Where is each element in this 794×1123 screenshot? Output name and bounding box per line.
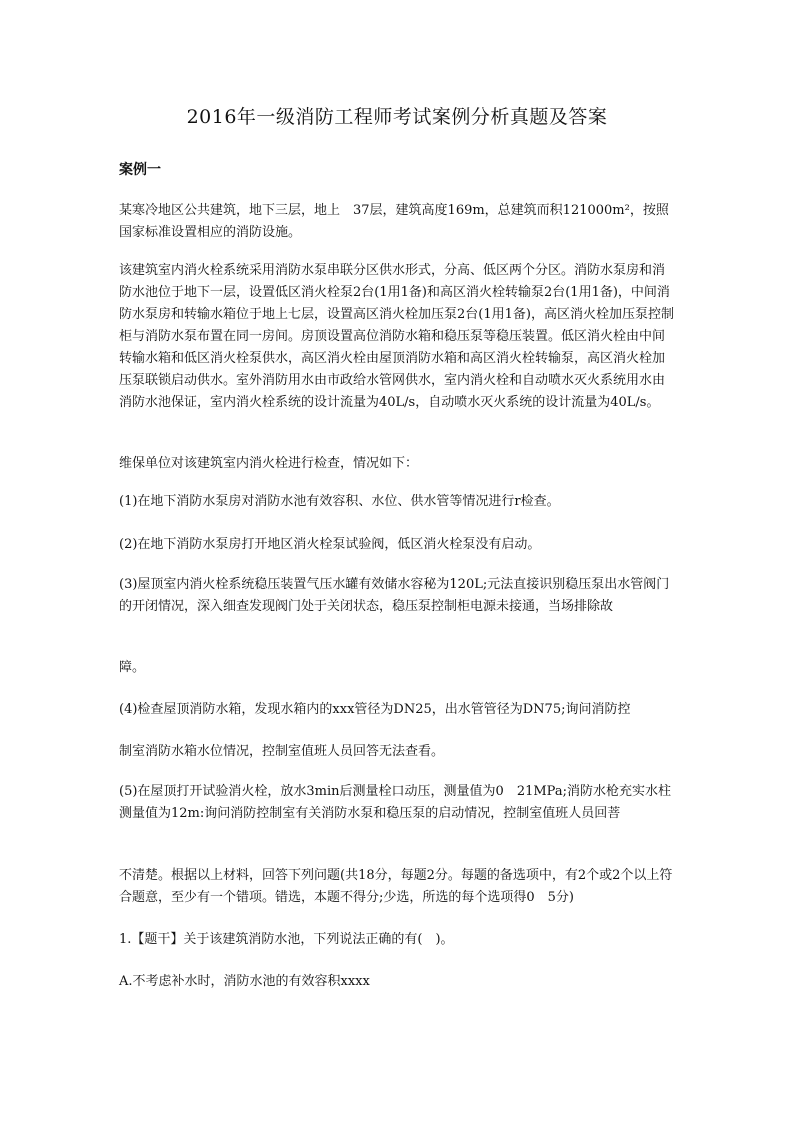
paragraph-inspection-intro: 维保单位对该建筑室内消火栓进行检查，情况如下： [119,456,419,471]
paragraph-item-5: (5)在屋顶打开试验消火栓，放水3min后测量栓口动压，测量值为0 21MPa;消防水枪充实水柱测量值为12m:询问消防控制室有关消防水泵和稳压泵的启动情况，控制室值班人员回菩 [119,784,671,821]
document-title: 2016年一级消防工程师考试案例分析真题及答案 [186,106,608,128]
paragraph-item-4: (4)检查屋顶消防水箱，发现水箱内的xxx管径为DN25，出水管管径为DN75;询问消防控 [119,702,631,717]
paragraph-item-3-cont: 障。 [119,660,146,675]
question-1-option-a: A.不考虑补水时，消防水池的有效容积xxxx [119,974,370,989]
paragraph-question-instructions: 不清楚。根据以上材料，回答下列问题(共18分，每题2分。每题的备选项中，有2个或2个以上符合题意，至少有一个错项。错选，本题不得分;少选，所选的每个选项得0 5分) [119,868,673,905]
question-1-stem: 1.【题干】关于该建筑消防水池，下列说法正确的有( )。 [119,932,454,947]
paragraph-item-4-cont: 制室消防水箱水位情况，控制室值班人员回答无法查看。 [119,744,445,759]
paragraph-building-overview: 某寒冷地区公共建筑，地下三层，地上 37层，建筑高度169m，总建筑而积121000m²，按照国家标准设置相应的消防设施。 [119,203,669,240]
paragraph-item-2: (2)在地下消防水泵房打开地区消火栓泵试验阀，低区消火栓泵没有启动。 [119,537,541,552]
paragraph-hydrant-system: 该建筑室内消火栓系统采用消防水泵串联分区供水形式，分高、低区两个分区。消防水泵房和消防水池位于地下一层，设置低区消火栓泵2台(1用1备)和高区消火栓转输泵2台(1用1备)，中间消防水泵房和转输水箱位于地上七层，设置高区消火栓加压泵2台(1用1备)，高区消火栓加压泵控制柜与消防水泵布置在同一房间。房顶设置高位消防水箱和稳压泵等稳压装置。低区消火栓由中间转输水箱和低区消火栓泵供水，高区消火栓由屋顶消防水箱和高区消火栓转输泵，高区消火栓加压泵联锁启动供水。室外消防用水由市政给水管网供水，室内消火栓和自动喷水灭火系统用水由消防水池保证，室内消火栓系统的设计流量为40L/s，自动喷水灭火系统的设计流量为40L/s。 [119,263,674,410]
paragraph-item-3: (3)屋顶室内消火栓系统稳压装置气压水罐有效储水容秘为120L;元法直接识别稳压泵出水管阀门的开闭情况，深入细查发现阀门处于关闭状态，稳压泵控制柜电源未接通，当场排除故 [119,577,670,614]
case-heading: 案例一 [119,162,161,178]
paragraph-item-1: (1)在地下消防水泵房对消防水池有效容积、水位、供水管等情况进行r检查。 [119,494,560,509]
